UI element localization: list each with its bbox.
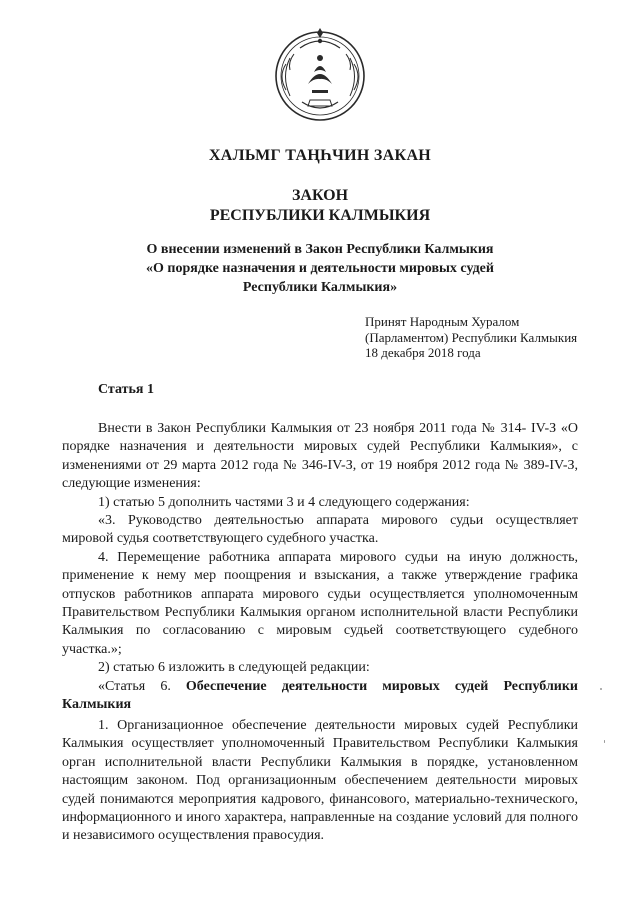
adoption-line: Принят Народным Хуралом [365, 314, 520, 329]
article-body [62, 420, 578, 715]
republic-of-kalmykia-emblem-icon [272, 24, 368, 124]
scan-speck [604, 740, 605, 743]
paragraph: «3. Руководство деятельностью аппарата мирового судьи осуществляет мировой судья соответствующего судебного участка. [62, 513, 578, 547]
quoted-article-prefix: «Статья 6. [98, 678, 186, 694]
quoted-article-heading [62, 678, 578, 715]
article-heading: Статья 1 [98, 382, 154, 397]
law-title-block [0, 186, 640, 226]
kalmyk-law-title: ХАЛЬМГ ТАҢҺЧИН ЗАКАН [208, 147, 432, 164]
section-paragraph: 1. Организационное обеспечение деятельности мировых судей Республики Калмыкия осуществляет уполномоченный Правительством Республики Калмыкия орган исполнительной власти Республики Калмыкия в порядке, установленном настоящим законом. Под организационным обеспечением деятельности мировых судей понимаются мероприятия кадрового, финансового, материально-технического, информационного и иного характера, направленные на создание условий для полного и независимого осуществления правосудия. [62, 718, 578, 844]
adoption-line: (Парламентом) Республики Калмыкия [365, 329, 578, 345]
law-name-line: Республики Калмыкия» [242, 280, 398, 295]
law-word: ЗАКОН [291, 187, 349, 204]
paragraph: 1) статью 5 дополнить частями 3 и 4 следующего содержания: [98, 494, 470, 510]
republic-name: РЕСПУБЛИКИ КАЛМЫКИЯ [209, 207, 431, 224]
adoption-date: 18 декабря 2018 года [365, 345, 481, 360]
adoption-note [365, 314, 577, 361]
quoted-article-title: Обеспечение деятельности мировых судей Республики Калмыкия [62, 678, 578, 713]
law-name-line: О внесении изменений в Закон Республики Калмыкия [146, 242, 494, 257]
article-section [62, 717, 578, 846]
paragraph: 2) статью 6 изложить в следующей редакции: [98, 660, 370, 676]
paragraph: Внести в Закон Республики Калмыкия от 23 ноября 2011 года № 314- IV-З «О порядке назначения и деятельности мировых судей Республики Калмыкия», с изменениями от 29 марта 2012 года № 346-IV-З, от 19 ноября 2012 года № 389-IV-З, следующие изменения: [62, 421, 578, 492]
scan-speck [600, 688, 602, 690]
paragraph: 4. Перемещение работника аппарата мирового судьи на иную должность, применение к нему мер поощрения и взыскания, а также утверждение графика отпусков работников аппарата мирового судьи осуществляется уполномоченным Правительством Республики Калмыкия органом исполнительной власти Республики Калмыкия по согласованию с мировым судьей соответствующего судебного участка.»; [62, 549, 578, 657]
law-name-block [0, 240, 640, 297]
law-name-line: «О порядке назначения и деятельности мировых судей [146, 261, 494, 276]
